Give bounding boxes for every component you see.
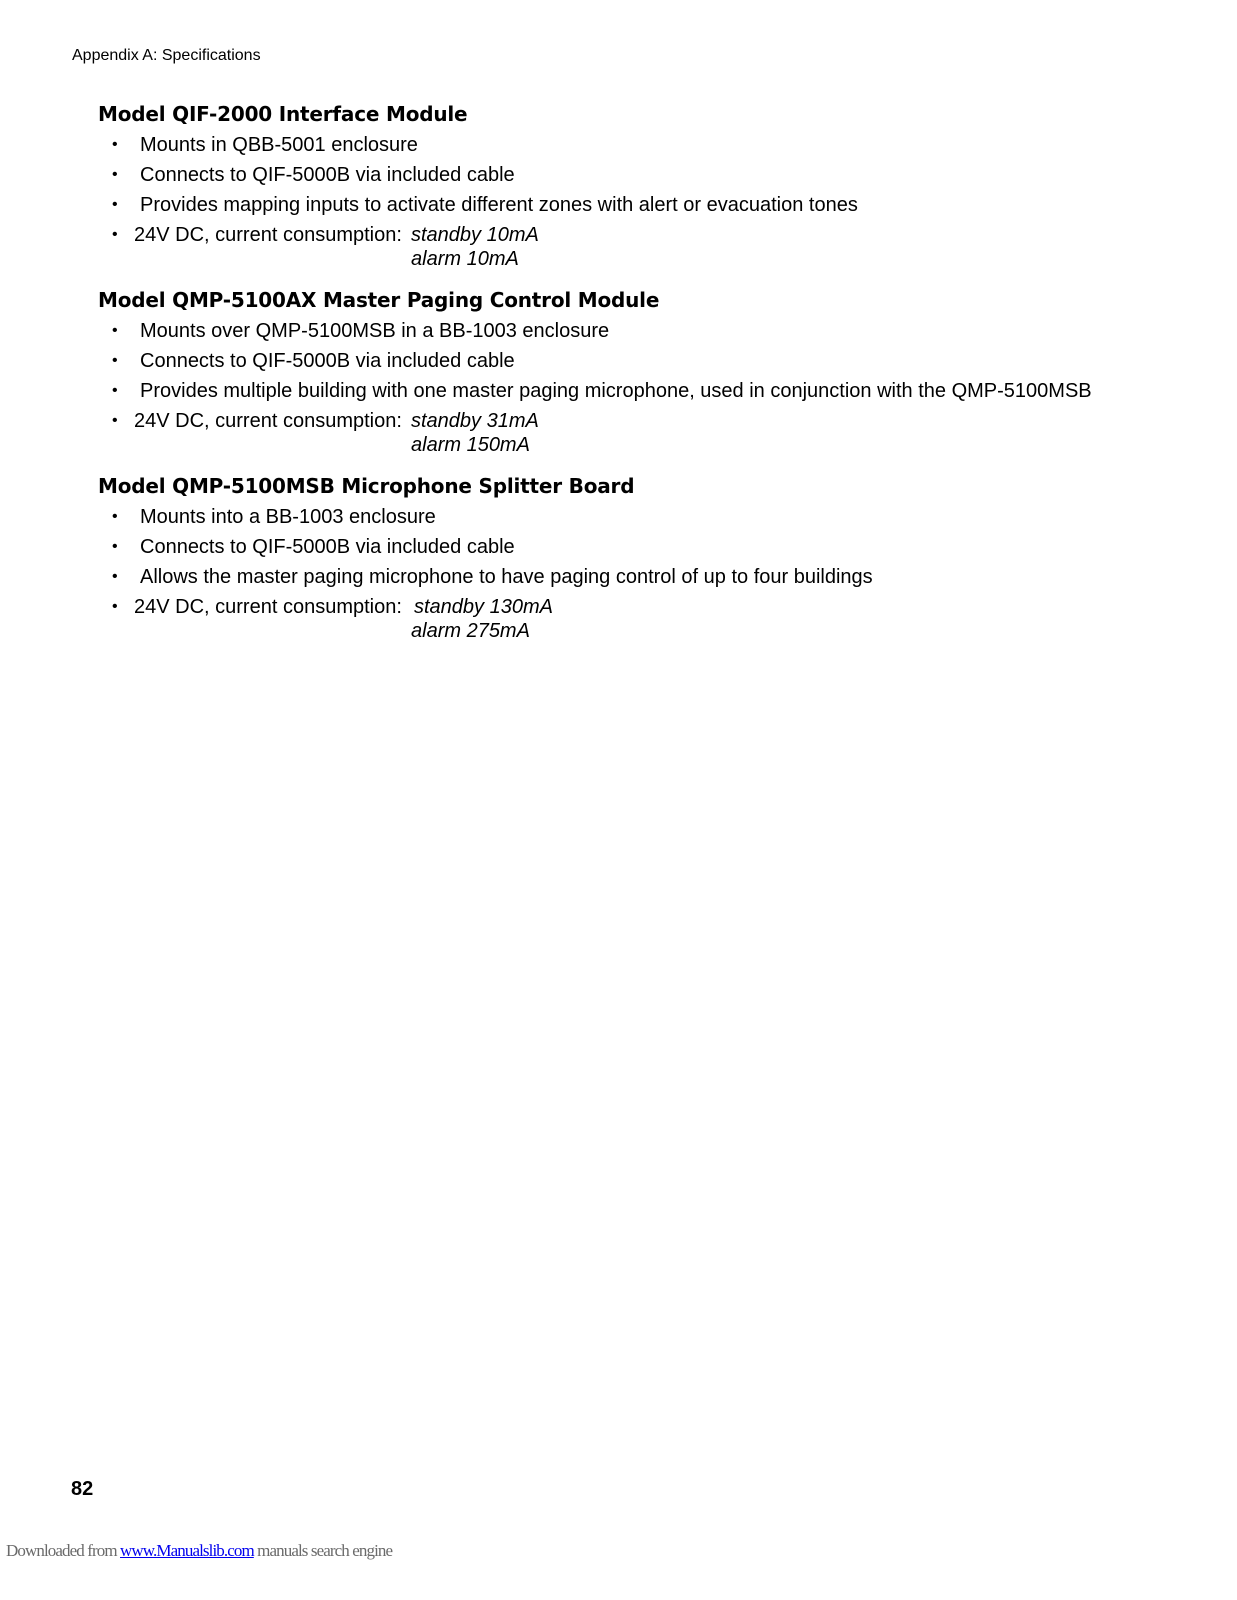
power-values [411, 223, 539, 271]
spec-section-qif-2000 [98, 100, 1208, 271]
spec-section-qmp-5100ax [98, 286, 1208, 457]
power-label: 24V DC, current consumption: [134, 410, 402, 432]
download-footer [6, 1541, 392, 1561]
alarm-current: alarm 150mA [411, 434, 530, 456]
alarm-current: alarm 10mA [411, 248, 519, 270]
bullet-item: • Connects to QIF-5000B via included cable [98, 532, 1208, 562]
section-title: Model QMP-5100AX Master Paging Control Module [98, 288, 660, 312]
bullet-item: • Provides multiple building with one master paging microphone, used in conjunction with the QMP-5100MSB [98, 376, 1208, 406]
standby-current: standby 10mA [411, 224, 539, 246]
footer-prefix: Downloaded from [6, 1541, 121, 1560]
power-spec-item [98, 592, 1208, 643]
page-number: 82 [71, 1478, 94, 1500]
page-header: Appendix A: Specifications [72, 47, 261, 64]
power-values [411, 595, 553, 643]
bullet-list [98, 130, 1208, 271]
bullet-item: • Connects to QIF-5000B via included cable [98, 160, 1208, 190]
bullet-item: • Allows the master paging microphone to have paging control of up to four buildings [98, 562, 1208, 592]
standby-current: standby 130mA [414, 596, 553, 618]
bullet-item: • Mounts into a BB-1003 enclosure [98, 502, 1208, 532]
footer-suffix: manuals search engine [253, 1541, 393, 1560]
standby-current: standby 31mA [411, 410, 539, 432]
bullet-item: • Mounts over QMP-5100MSB in a BB-1003 enclosure [98, 316, 1208, 346]
bullet-list [98, 502, 1208, 643]
bullet-item: • Mounts in QBB-5001 enclosure [98, 130, 1208, 160]
bullet-list [98, 316, 1208, 457]
section-title: Model QMP-5100MSB Microphone Splitter Board [98, 474, 635, 498]
power-label: 24V DC, current consumption: [134, 596, 402, 618]
power-spec-item [98, 220, 1208, 271]
bullet-item: • Provides mapping inputs to activate different zones with alert or evacuation tones [98, 190, 1208, 220]
bullet-item: • Connects to QIF-5000B via included cable [98, 346, 1208, 376]
section-title: Model QIF-2000 Interface Module [98, 102, 468, 126]
spec-section-qmp-5100msb [98, 472, 1208, 643]
alarm-current: alarm 275mA [411, 620, 530, 642]
manualslib-link[interactable]: www.Manualslib.com [120, 1541, 254, 1560]
power-spec-item [98, 406, 1208, 457]
power-label: 24V DC, current consumption: [134, 224, 402, 246]
power-values [411, 409, 539, 457]
